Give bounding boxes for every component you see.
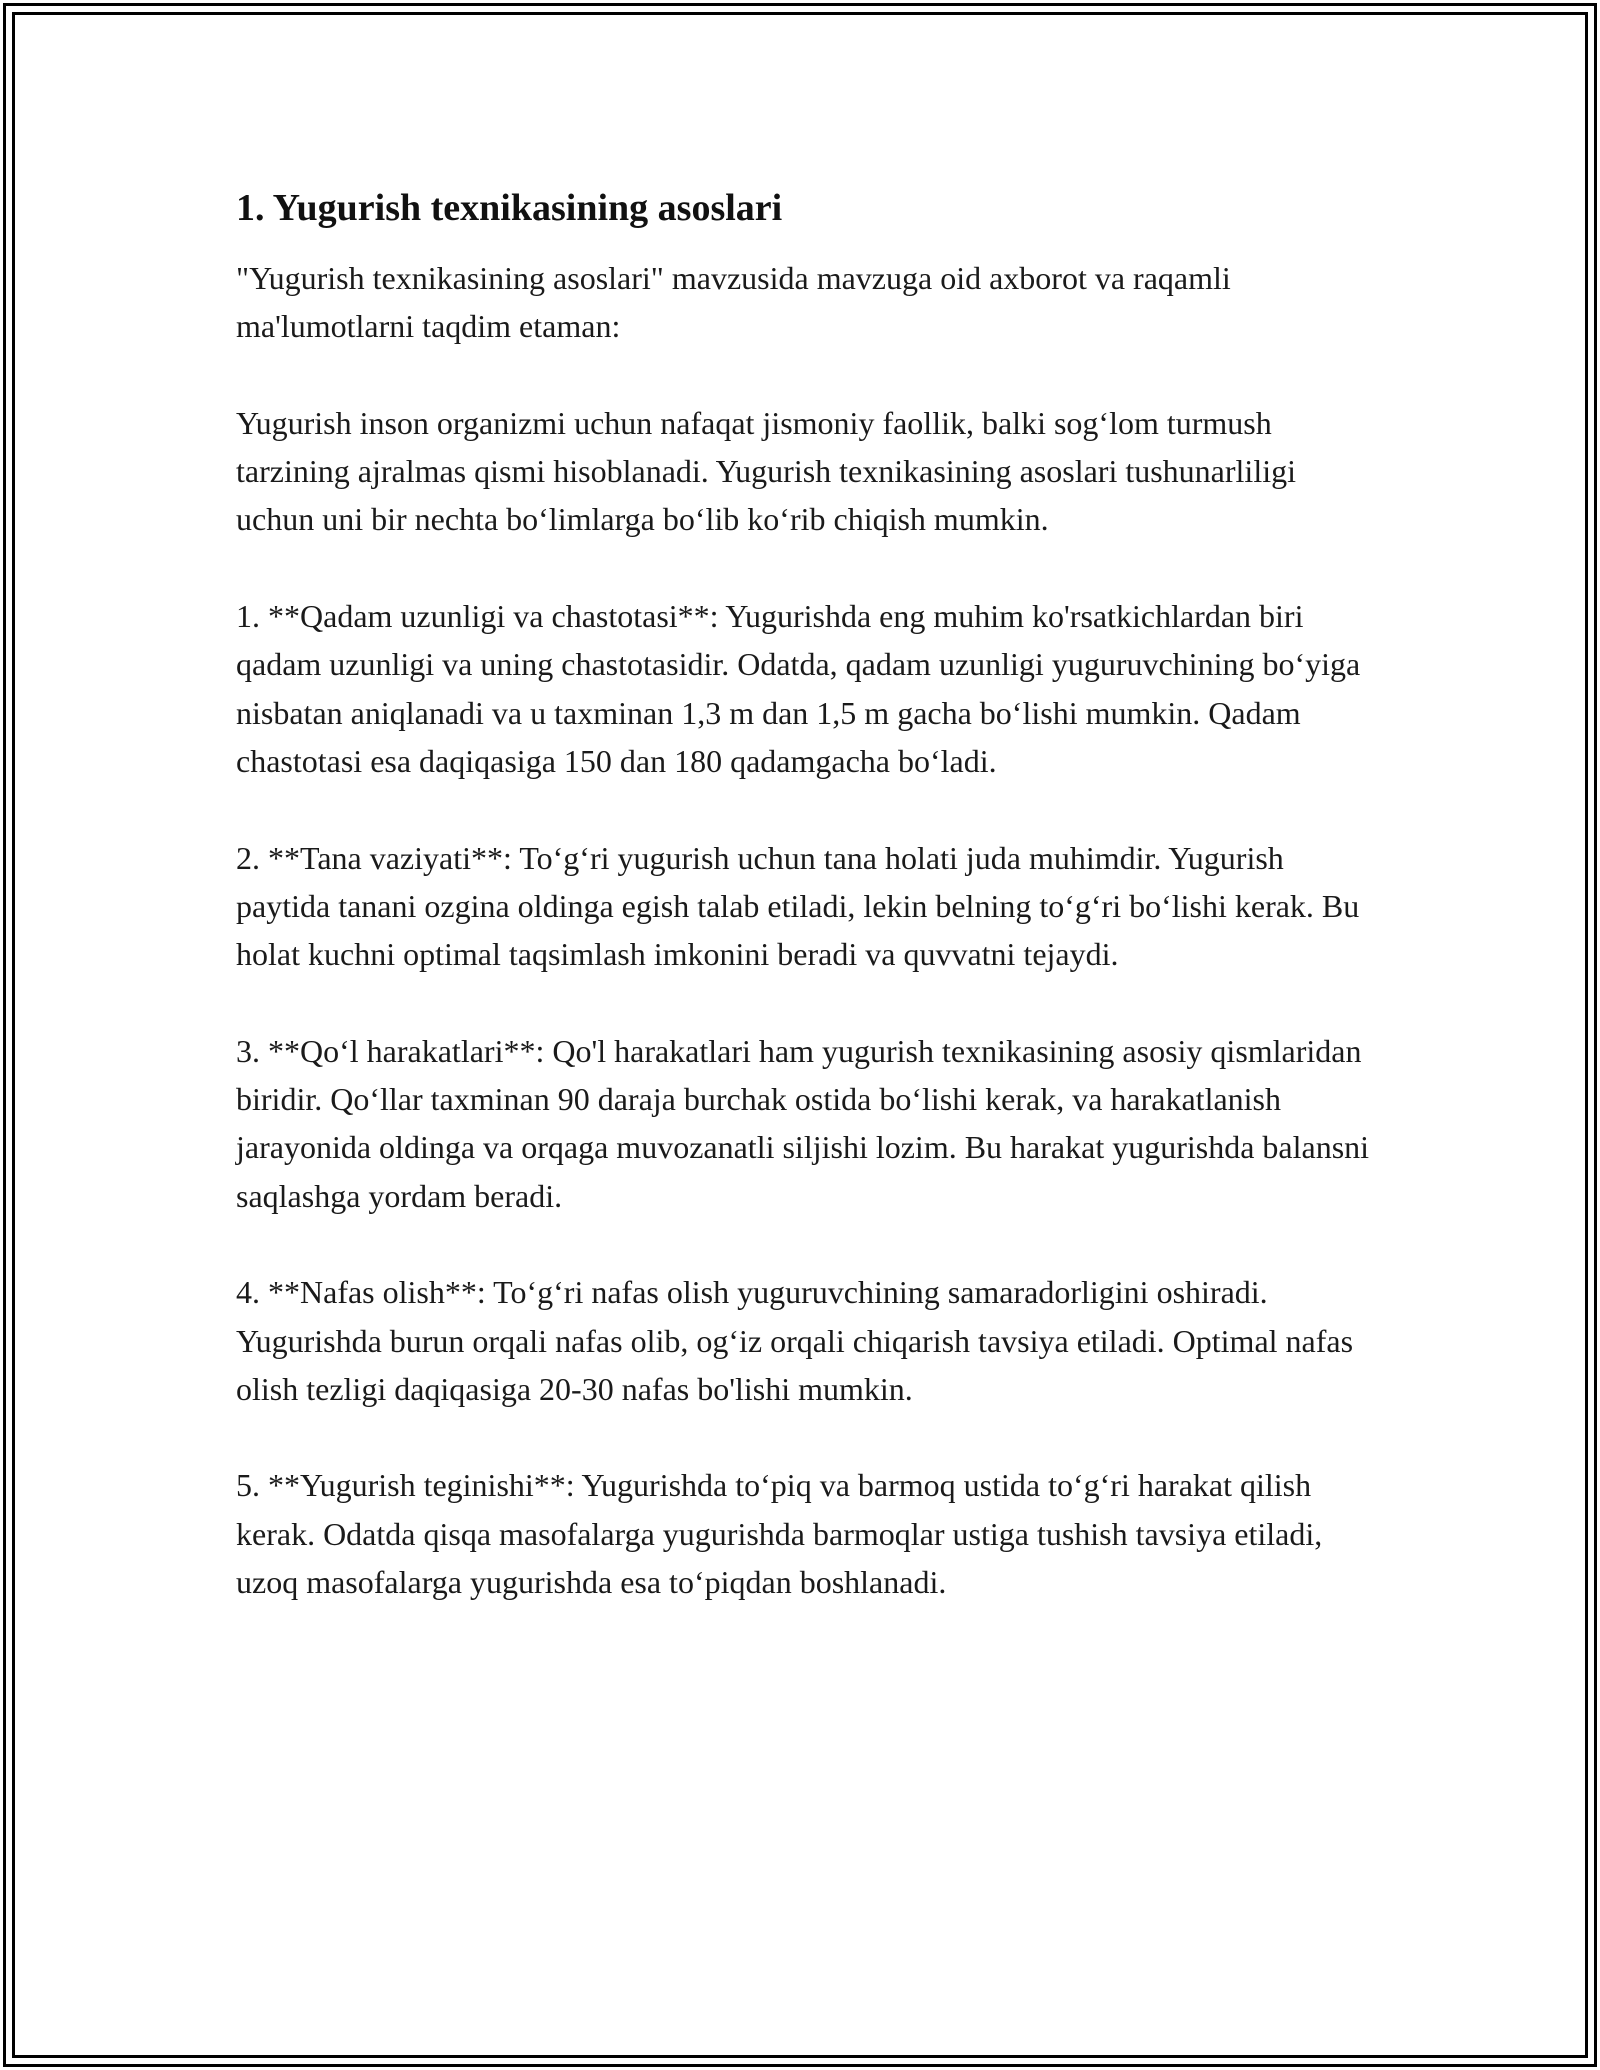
document-body <box>236 184 1376 1655</box>
paragraph-step-length: 1. **Qadam uzunligi va chastotasi**: Yugurishda eng muhim ko'rsatkichlardan biri qadam uzunligi va uning chastotasidir. Odatda, qadam uzunligi yuguruvchining bo‘yiga nisbatan aniqlanadi va u taxminan 1,3 m dan 1,5 m gacha bo‘lishi mumkin. Qadam chastotasi esa daqiqasiga 150 dan 180 qadamgacha bo‘ladi. <box>236 598 1361 779</box>
paragraph-overview: Yugurish inson organizmi uchun nafaqat jismoniy faollik, balki sog‘lom turmush tarzining ajralmas qismi hisoblanadi. Yugurish texnikasining asoslari tushunarliligi uchun uni bir nechta bo‘limlarga bo‘lib ko‘rib chiqish mumkin. <box>236 404 1296 538</box>
paragraph-intro: "Yugurish texnikasining asoslari" mavzusida mavzuga oid axborot va raqamli ma'lumotlarni taqdim etaman: <box>236 260 1231 345</box>
document-title: 1. Yugurish texnikasining asoslari <box>236 187 783 229</box>
paragraph-breathing: 4. **Nafas olish**: To‘g‘ri nafas olish yuguruvchining samaradorligini oshiradi. Yugurishda burun orqali nafas olib, og‘iz orqali chiqarish tavsiya etiladi. Optimal nafas olish tezligi daqiqasiga 20-30 nafas bo'lishi mumkin. <box>236 1274 1354 1407</box>
paragraph-arm-movement: 3. **Qo‘l harakatlari**: Qo'l harakatlari ham yugurish texnikasining asosiy qismlaridan biridir. Qo‘llar taxminan 90 daraja burchak ostida bo‘lishi kerak, va harakatlanish jarayonida oldinga va orqaga muvozanatli siljishi lozim. Bu harakat yugurishda balansni saqlashga yordam beradi. <box>236 1032 1370 1214</box>
paragraph-body-position: 2. **Tana vaziyati**: To‘g‘ri yugurish uchun tana holati juda muhimdir. Yugurish paytida tanani ozgina oldinga egish talab etiladi, lekin belning to‘g‘ri bo‘lishi kerak. Bu holat kuchni optimal taqsimlash imkonini beradi va quvvatni tejaydi. <box>236 839 1360 973</box>
paragraph-foot-strike: 5. **Yugurish teginishi**: Yugurishda to‘piq va barmoq ustida to‘g‘ri harakat qilish kerak. Odatda qisqa masofalarga yugurishda barmoqlar ustiga tushish tavsiya etiladi, uzoq masofalarga yugurishda esa to‘piqdan boshlanadi. <box>236 1467 1323 1601</box>
